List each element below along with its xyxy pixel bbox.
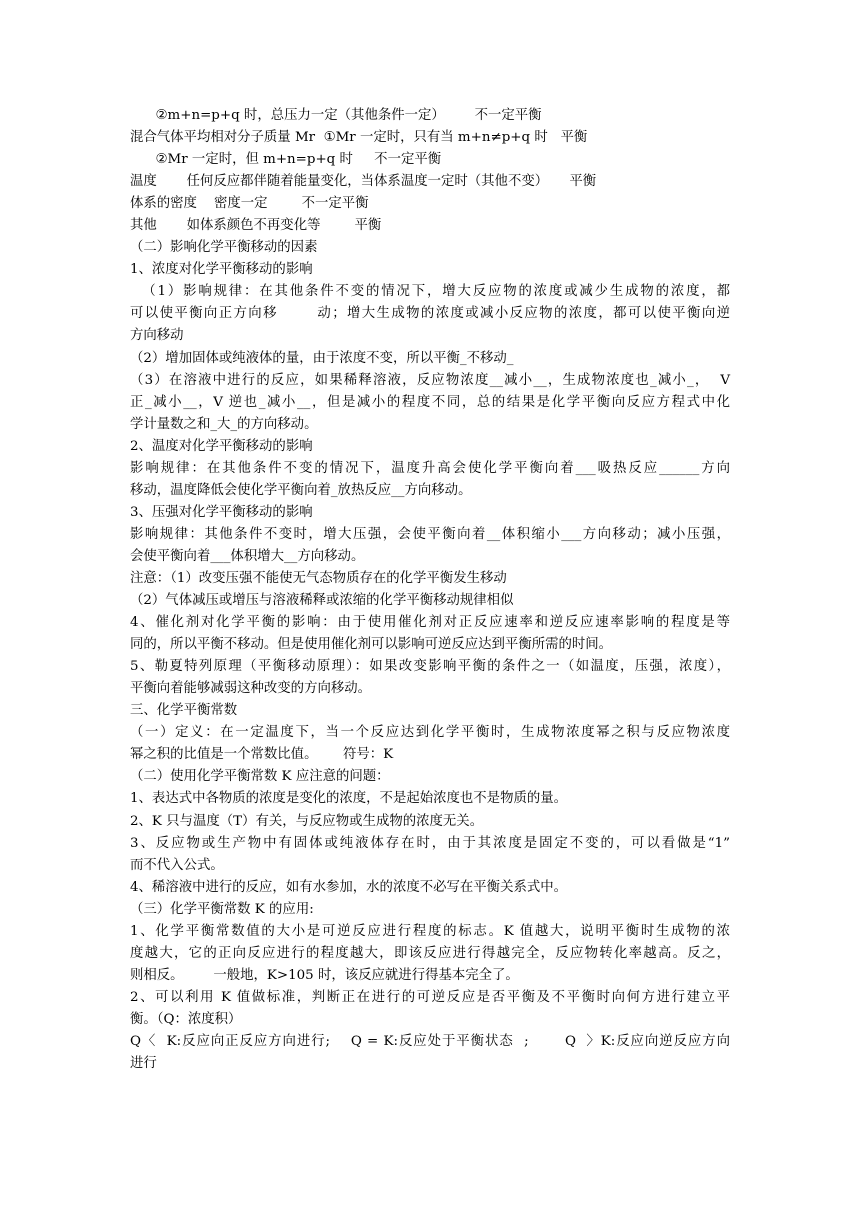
text-line: ②Mr 一定时，但 m+n=p+q 时 不一定平衡 [130,152,442,168]
subsection-heading: 1、浓度对化学平衡移动的影响 [130,262,313,278]
text-line: 可以使平衡向正方向移 动；增大生成物的浓度或减小反应物的浓度，都可以使平衡向逆 [130,306,730,322]
text-line: （一）定义：在一定温度下，当一个反应达到化学平衡时，生成物浓度幂之积与反应物浓度 [130,725,730,741]
subsection-heading: 3、压强对化学平衡移动的影响 [130,504,313,520]
text-line: 影响规律：其他条件不变时，增大压强，会使平衡向着__体积缩小___方向移动；减小压强， [130,526,730,542]
text-line: 1、表达式中各物质的浓度是变化的浓度，不是起始浓度也不是物质的量。 [130,791,568,807]
text-line: 平衡向着能够减弱这种改变的方向移动。 [130,681,372,697]
text-line: 温度 任何反应都伴随着能量变化，当体系温度一定时（其他不变） 平衡 [130,174,597,190]
text-line: （2）增加固体或纯液体的量，由于浓度不变，所以平衡_不移动_ [130,350,514,366]
text-line: 5、勒夏特列原理（平衡移动原理）：如果改变影响平衡的条件之一（如温度，压强，浓度）， [130,659,730,675]
text-line: 方向移动 [130,328,184,344]
text-line: （2）气体减压或增压与溶液稀释或浓缩的化学平衡移动规律相似 [130,593,514,609]
text-line: 注意：（1）改变压强不能使无气态物质存在的化学平衡发生移动 [130,570,507,586]
text-line: 3、反应物或生产物中有固体或纯液体存在时，由于其浓度是固定不变的，可以看做是“1” [130,835,730,851]
text-line: 体系的密度 密度一定 不一定平衡 [130,196,369,212]
text-line: 幂之积的比值是一个常数比值。 符号：K [130,747,394,763]
text-line: 会使平衡向着___体积增大__方向移动。 [130,548,365,564]
text-line: 进行 [130,1056,157,1072]
text-line: 移动，温度降低会使化学平衡向着_放热反应__方向移动。 [130,482,472,498]
section-heading: （二）影响化学平衡移动的因素 [130,240,318,256]
text-line: 同的，所以平衡不移动。但是使用催化剂可以影响可逆反应达到平衡所需的时间。 [130,637,613,653]
text-line: 学计量数之和_大_的方向移动。 [130,416,318,432]
text-line: 4、稀溶液中进行的反应，如有水参加，水的浓度不必写在平衡关系式中。 [130,879,568,895]
text-line: （1）影响规律：在其他条件不变的情况下，增大反应物的浓度或减少生成物的浓度，都 [130,284,730,300]
text-line: 1、化学平衡常数值的大小是可逆反应进行程度的标志。K 值越大，说明平衡时生成物的浓 [130,923,730,939]
text-line: 则相反。 一般地，K>105 时，该反应就进行得基本完全了。 [130,967,519,983]
text-line: 2、可以利用 K 值做标准，判断正在进行的可逆反应是否平衡及不平衡时向何方进行建立平 [130,989,730,1005]
document-body [130,105,730,1075]
text-line: 衡。（Q：浓度积） [130,1011,242,1027]
text-line: 正_减小__，V 逆也_减小__，但是减小的程度不同，总的结果是化学平衡向反应方程式中化 [130,394,730,410]
subsection-heading: 2、温度对化学平衡移动的影响 [130,438,313,454]
text-line: 其他 如体系颜色不再变化等 平衡 [130,218,382,234]
text-line: 2、K 只与温度（T）有关，与反应物或生成物的浓度无关。 [130,813,484,829]
section-heading: 三、化学平衡常数 [130,703,238,719]
text-line: 混合气体平均相对分子质量 Mr ①Mr 一定时，只有当 m+n≠p+q 时 平衡 [130,130,588,146]
text-line: 度越大，它的正向反应进行的程度越大，即该反应进行得越完全，反应物转化率越高。反之， [130,945,730,961]
text-line: Q〈 K:反应向正反应方向进行; Q = K:反应处于平衡状态 ; Q 〉K:反应向逆反应方向 [130,1033,730,1049]
text-line: （3）在溶液中进行的反应，如果稀释溶液，反应物浓度__减小__，生成物浓度也_减小_， V [130,372,730,388]
text-line: ②m+n=p+q 时，总压力一定（其他条件一定） 不一定平衡 [130,108,542,123]
text-line: 4、催化剂对化学平衡的影响：由于使用催化剂对正反应速率和逆反应速率影响的程度是等 [130,615,730,631]
text-line: 而不代入公式。 [130,857,224,873]
section-heading: （三）化学平衡常数 K 的应用: [130,901,314,917]
section-heading: （二）使用化学平衡常数 K 应注意的问题： [130,769,390,785]
text-line: 影响规律：在其他条件不变的情况下，温度升高会使化学平衡向着___吸热反应______方向 [130,460,730,476]
